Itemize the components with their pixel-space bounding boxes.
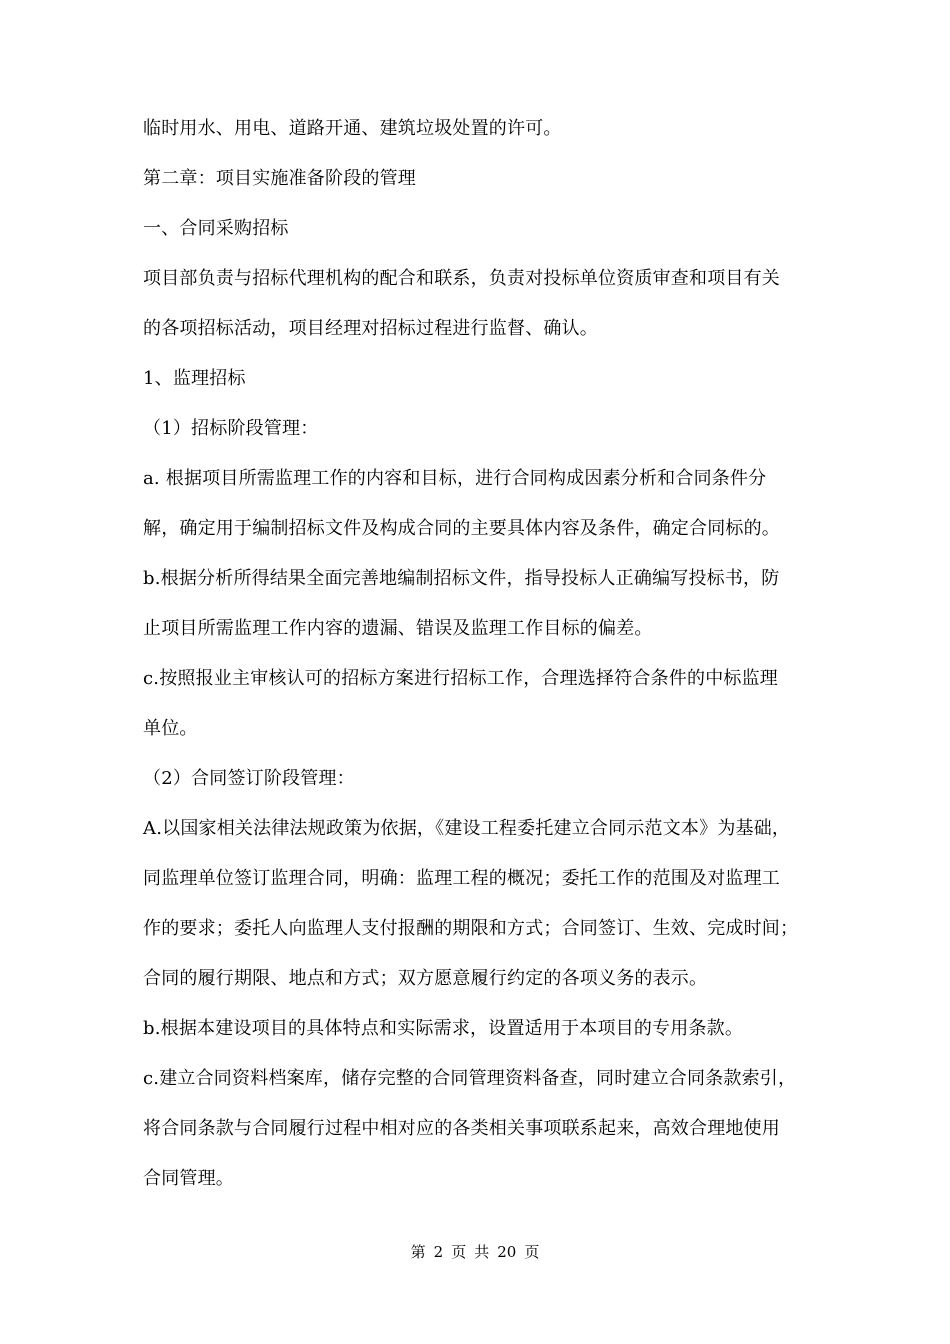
text-line: 解，确定用于编制招标文件及构成合同的主要具体内容及条件，确定合同标的。 <box>143 518 780 539</box>
text-line: 止项目所需监理工作内容的遗漏、错误及监理工作目标的偏差。 <box>143 618 653 639</box>
text-line: b.根据分析所得结果全面完善地编制招标文件，指导投标人正确编写投标书，防 <box>143 568 780 589</box>
text-line: A.以国家相关法律法规政策为依据，《建设工程委托建立合同示范文本》为基础， <box>143 818 791 839</box>
text-line: b.根据本建设项目的具体特点和实际需求，设置适用于本项目的专用条款。 <box>143 1018 744 1039</box>
document-body <box>143 104 811 1204</box>
text-line: c.建立合同资料档案库，储存完整的合同管理资料备查，同时建立合同条款索引， <box>143 1068 797 1089</box>
text-line: 的各项招标活动，项目经理对招标过程进行监督、确认。 <box>143 318 598 339</box>
page-footer <box>0 1240 950 1264</box>
text-line: 单位。 <box>143 718 198 739</box>
section-heading: 一、合同采购招标 <box>143 218 289 239</box>
page-label-prefix: 第 <box>410 1243 426 1261</box>
text-line: 同监理单位签订监理合同，明确：监理工程的概况；委托工作的范围及对监理工 <box>143 868 780 889</box>
page-number: 2 <box>433 1243 444 1261</box>
total-label: 共 <box>474 1243 490 1261</box>
text-line: 临时用水、用电、道路开通、建筑垃圾处置的许可。 <box>143 118 562 139</box>
text-line: c.按照报业主审核认可的招标方案进行招标工作，合理选择符合条件的中标监理 <box>143 668 778 689</box>
chapter-heading: 第二章：项目实施准备阶段的管理 <box>143 168 416 189</box>
text-line: 合同的履行期限、地点和方式；双方愿意履行约定的各项义务的表示。 <box>143 968 708 989</box>
text-line: 合同管理。 <box>143 1168 234 1189</box>
text-line: 项目部负责与招标代理机构的配合和联系，负责对投标单位资质审查和项目有关 <box>143 268 780 289</box>
text-line: 将合同条款与合同履行过程中相对应的各类相关事项联系起来，高效合理地使用 <box>143 1118 780 1139</box>
text-line: a. 根据项目所需监理工作的内容和目标，进行合同构成因素分析和合同条件分 <box>143 468 767 489</box>
subsection-heading: （2）合同签订阶段管理： <box>143 768 355 789</box>
total-pages: 20 <box>497 1243 517 1261</box>
total-label-suffix: 页 <box>524 1243 540 1261</box>
subsection-heading: 1、监理招标 <box>143 368 246 389</box>
subsection-heading: （1）招标阶段管理： <box>143 418 319 439</box>
page-label-mid: 页 <box>451 1243 467 1261</box>
text-line: 作的要求；委托人向监理人支付报酬的期限和方式；合同签订、生效、完成时间； <box>143 918 799 939</box>
